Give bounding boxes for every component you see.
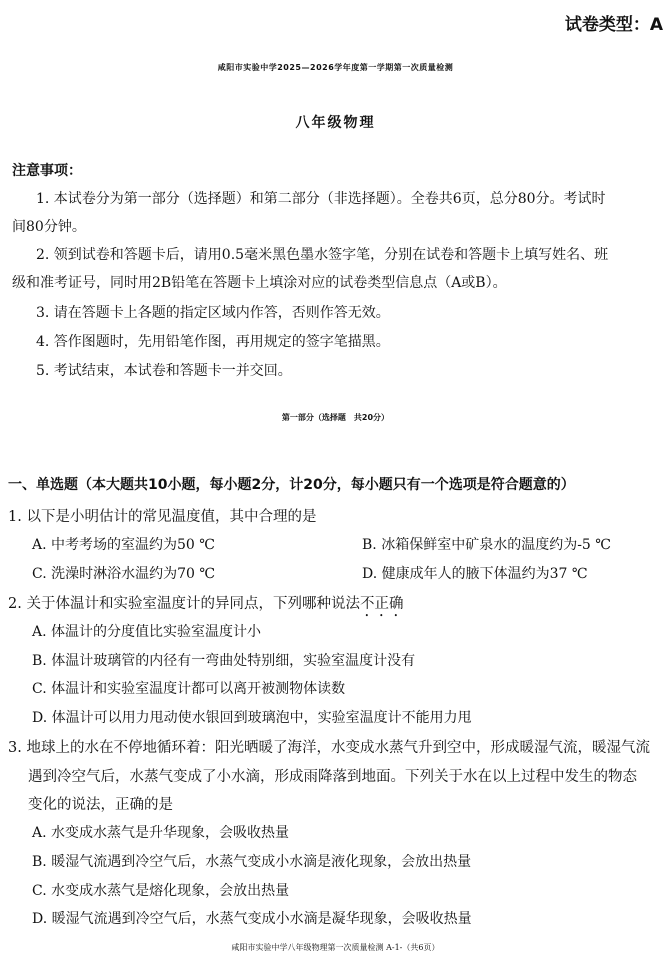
question-3-stem-line: 遇到冷空气后，水蒸气变成了小水滴，形成雨降落到地面。下列关于水在以上过程中发生的物态 [28, 769, 637, 785]
question-1-option-c: C. 洗澡时淋浴水温约为70 ℃ [32, 566, 216, 582]
notice-heading: 注意事项： [12, 163, 82, 179]
question-2-option-c: C. 体温计和实验室温度计都可以离开被测物体读数 [32, 681, 346, 697]
section-title: 第一部分（选择题 共20分） [281, 413, 390, 422]
notice-line: 2. 领到试卷和答题卡后，请用0.5毫米黑色墨水签字笔，分别在试卷和答题卡上填写姓名、班 [36, 247, 609, 263]
notice-line: 4. 答作图题时，先用铅笔作图，再用规定的签字笔描黑。 [36, 334, 390, 350]
notice-line: 级和准考证号，同时用2B铅笔在答题卡上填涂对应的试卷类型信息点（A或B）。 [12, 275, 507, 291]
subject-title: 八年级物理 [295, 115, 376, 131]
question-2-emphasis: 不正确 [359, 596, 404, 612]
exam-title: 咸阳市实验中学2025—2026学年度第一学期第一次质量检测 [217, 63, 454, 72]
question-2-option-d: D. 体温计可以用力甩动使水银回到玻璃泡中，实验室温度计不能用力甩 [32, 710, 472, 726]
notice-line: 1. 本试卷分为第一部分（选择题）和第二部分（非选择题）。全卷共6页，总分80分。考试时 [36, 191, 606, 207]
question-3-option-b: B. 暖湿气流遇到冷空气后，水蒸气变成小水滴是液化现象，会放出热量 [32, 854, 472, 870]
section-description: 一、单选题（本大题共10小题，每小题2分，计20分，每小题只有一个选项是符合题意的） [8, 477, 575, 493]
question-2-option-b: B. 体温计玻璃管的内径有一弯曲处特别细，实验室温度计没有 [32, 653, 416, 669]
question-2-stem-text: 2. 关于体温计和实验室温度计的异同点，下列哪种说法 [8, 596, 360, 612]
question-3-stem-line: 变化的说法，正确的是 [28, 797, 173, 813]
question-1-option-a: A. 中考考场的室温约为50 ℃ [32, 537, 215, 553]
question-3-option-d: D. 暖湿气流遇到冷空气后，水蒸气变成小水滴是凝华现象，会吸收热量 [32, 911, 472, 927]
question-1-option-d: D. 健康成年人的腋下体温约为37 ℃ [362, 566, 588, 582]
question-3-stem-line: 3. 地球上的水在不停地循环着：阳光晒暖了海洋，水变成水蒸气升到空中，形成暖湿气流，暖湿气流 [8, 740, 650, 756]
question-2-option-a: A. 体温计的分度值比实验室温度计小 [32, 624, 262, 640]
question-1-stem: 1. 以下是小明估计的常见温度值，其中合理的是 [8, 509, 317, 525]
notice-line: 3. 请在答题卡上各题的指定区域内作答，否则作答无效。 [36, 305, 390, 321]
notice-line: 间80分钟。 [12, 219, 86, 235]
question-1-option-b: B. 冰箱保鲜室中矿泉水的温度约为-5 ℃ [362, 537, 611, 553]
paper-type-label: 试卷类型：A [564, 15, 663, 35]
page-footer: 咸阳市实验中学八年级物理第一次质量检测 A-1-（共6页） [231, 943, 440, 952]
question-3-option-a: A. 水变成水蒸气是升华现象，会吸收热量 [32, 825, 290, 841]
question-3-option-c: C. 水变成水蒸气是熔化现象，会放出热量 [32, 883, 290, 899]
question-2-stem [8, 592, 403, 620]
notice-line: 5. 考试结束，本试卷和答题卡一并交回。 [36, 363, 292, 379]
